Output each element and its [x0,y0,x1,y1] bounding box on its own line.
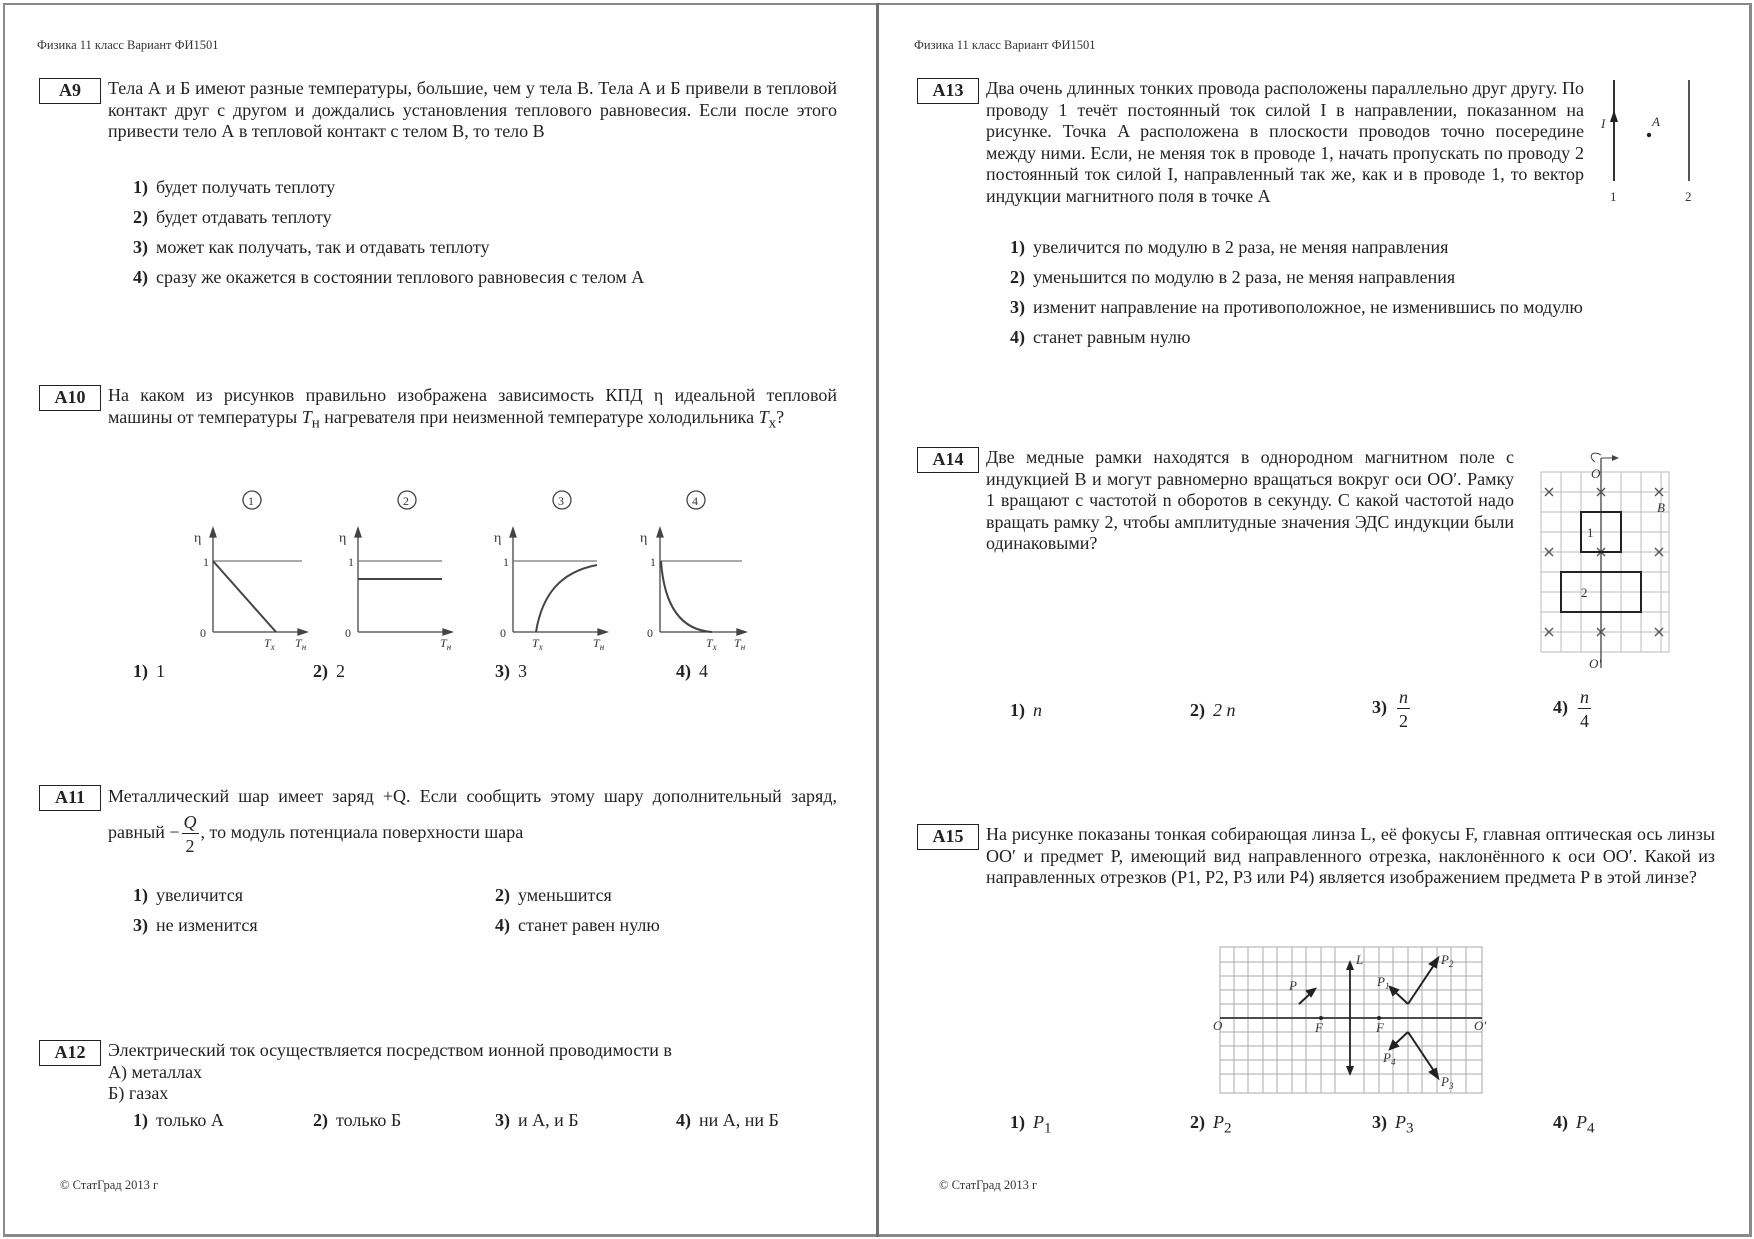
option-2[interactable]: 2) уменьшится по модулю в 2 раза, не меняя направления [1010,267,1456,287]
svg-text:P1: $P_1$ [1377,974,1390,991]
question-text: Две медные рамки находятся в однородном магнитном поле с индукцией B и могут равномерно вращаться вокруг оси OO′. Рамку 1 вращают с частотой n оборотов в секунду. С какой частотой надо вращать рамку 2, чтобы амплитудные значения ЭДС индукции были одинаковыми? [986,447,1514,553]
svg-text:F: F [1376,1020,1384,1035]
svg-text:Tх: $T_х$ [264,636,275,652]
svg-text:1: 1 [1610,189,1617,204]
option-1[interactable]: 1) n [1010,700,1042,720]
option-1[interactable]: 1) будет получать теплоту [133,177,336,197]
option-3[interactable]: 3) может как получать, так и отдавать теплоту [133,237,490,257]
svg-text:0: 0 [500,626,506,640]
svg-text:Tн: $T_н$ [440,636,452,652]
question-number-box: A9 [39,78,101,104]
svg-text:2: 2 [403,494,409,508]
option-4[interactable]: 4) станет равным нулю [1010,327,1191,347]
option-2[interactable]: 2) будет отдавать теплоту [133,207,332,227]
item-b: Б) газах [108,1083,169,1103]
svg-text:Tн: $T_н$ [593,636,605,652]
svg-text:1: 1 [503,555,509,569]
svg-text:2: 2 [1581,585,1588,600]
svg-text:4: 4 [692,494,698,508]
question-number-box: A13 [917,78,979,104]
svg-text:1: 1 [348,555,354,569]
option-1[interactable]: 1) увеличится [133,885,244,905]
svg-text:Tх: $T_х$ [706,636,717,652]
option-3[interactable]: 3) 3 [495,661,527,681]
option-4[interactable]: 4) 4 [676,661,708,681]
question-text: На каком из рисунков правильно изображена зависимость КПД η идеальной тепловой машины от температуры $T_н$ нагревателя при неизменной температуре холодильника $T_х$? [108,385,837,432]
svg-text:1: 1 [248,494,254,508]
option-1[interactable]: 1) $P_1$ [1010,1112,1052,1137]
option-3[interactable]: 3) не изменится [133,915,258,935]
option-2[interactable]: 2) уменьшится [495,885,612,905]
svg-text:η: η [194,531,202,546]
option-2[interactable]: 2) 2 n [1190,700,1236,720]
efficiency-graphs [0,480,876,660]
question-number-box: A12 [39,1040,101,1066]
question-text: Тела А и Б имеют разные температуры, большие, чем у тела В. Тела А и Б привели в тепловой контакт друг с другом и дождались установления теплового равновесия. Если после этого привести тело А в тепловой контакт с телом В, то тело В [108,78,837,141]
option-2[interactable]: 2) $P_2$ [1190,1112,1232,1137]
svg-text:1: 1 [1587,525,1594,540]
svg-text:I: I [1601,116,1606,131]
svg-text:P4: $P_4$ [1383,1050,1396,1067]
svg-text:η: η [339,531,347,546]
svg-text:Tн: $T_н$ [295,636,307,652]
option-4[interactable]: 4) сразу же окажется в состоянии теплового равновесия с телом А [133,267,645,287]
svg-text:L: L [1356,952,1364,967]
question-text: Электрический ток осуществляется посредством ионной проводимости в А) металлах Б) газах [108,1040,837,1105]
current-arrow-icon [1610,110,1618,122]
option-1[interactable]: 1) увеличится по модулю в 2 раза, не меняя направления [1010,237,1449,257]
option-4[interactable]: 4) $\frac{n}{4}$ [1553,687,1589,731]
point-a-dot [1647,133,1651,137]
svg-text:O: O [1213,1018,1223,1033]
option-4[interactable]: 4) ни А, ни Б [676,1110,779,1130]
svg-text:O′: O′ [1589,656,1602,671]
field-cross-icons [1545,488,1663,636]
lens-figure [1213,946,1487,1094]
option-2[interactable]: 2) только Б [313,1110,402,1130]
svg-text:A: A [1652,114,1660,129]
svg-text:1: 1 [650,555,656,569]
option-4[interactable]: 4) $P_4$ [1553,1112,1595,1137]
option-1[interactable]: 1) только А [133,1110,224,1130]
svg-text:η: η [640,531,648,546]
page-header: Физика 11 класс Вариант ФИ1501 [914,38,1096,52]
fraction-q-over-2: $\frac{Q}{2}$ [183,812,197,856]
question-number-box: A14 [917,447,979,473]
page-header: Физика 11 класс Вариант ФИ1501 [37,38,219,52]
question-text: На рисунке показаны тонкая собирающая линза L, её фокусы F, главная оптическая ось линзы OO′ и предмет P, имеющий вид направленного отрезка, наклонённого к оси OO′. Какой из направленных отрезков (P1, P2, P3 или P4) является изображением предмета P в этой линзе? [986,824,1715,887]
question-number-box: A11 [39,785,101,811]
svg-text:0: 0 [200,626,206,640]
wires-figure [1579,78,1719,208]
svg-text:P3: $P_3$ [1441,1074,1454,1091]
frames-figure [1529,450,1679,680]
option-4[interactable]: 4) станет равен нулю [495,915,660,935]
right-page [879,0,1754,1239]
option-1[interactable]: 1) 1 [133,661,165,681]
svg-text:O: O [1591,466,1601,481]
svg-text:2: 2 [1685,189,1692,204]
svg-text:1: 1 [203,555,209,569]
option-3[interactable]: 3) изменит направление на противоположное, не изменившись по модулю [1010,297,1583,317]
page-footer: © СтатГрад 2013 г [939,1178,1038,1192]
svg-text:Tх: $T_х$ [532,636,543,652]
page-footer: © СтатГрад 2013 г [60,1178,159,1192]
left-page [0,0,876,1239]
item-a: А) металлах [108,1061,203,1082]
svg-text:Tн: $T_н$ [734,636,746,652]
svg-text:P: P [1289,978,1297,993]
question-text: Два очень длинных тонких провода расположены параллельно друг другу. По проводу 1 течёт постоянный ток силой I в направлении, показанном на рисунке. Точка A расположена в плоскости проводов точно посередине между ними. Если, не меняя ток в проводе 1, начать пропускать по проводу 2 постоянный ток силой I, направленный так же, как и в проводе 1, то вектор индукции магнитного поля в точке A [986,78,1584,206]
option-3[interactable]: 3) $P_3$ [1372,1112,1414,1137]
svg-text:0: 0 [345,626,351,640]
svg-text:P2: $P_2$ [1441,952,1454,969]
question-number-box: A10 [39,385,101,411]
svg-text:η: η [494,531,502,546]
svg-text:0: 0 [647,626,653,640]
svg-text:3: 3 [558,494,564,508]
question-number-box: A15 [917,824,979,850]
svg-text:B: B [1657,500,1665,515]
svg-text:O′: O′ [1474,1018,1487,1033]
option-2[interactable]: 2) 2 [313,661,345,681]
option-3[interactable]: 3) $\frac{n}{2}$ [1372,687,1408,731]
svg-text:F: F [1315,1020,1323,1035]
question-text: Металлический шар имеет заряд +Q. Если сообщить этому шару дополнительный заряд, равный − $\frac{Q}{2}$ , то модуль потенциала поверхности шара [108,786,837,856]
option-3[interactable]: 3) и А, и Б [495,1110,579,1130]
